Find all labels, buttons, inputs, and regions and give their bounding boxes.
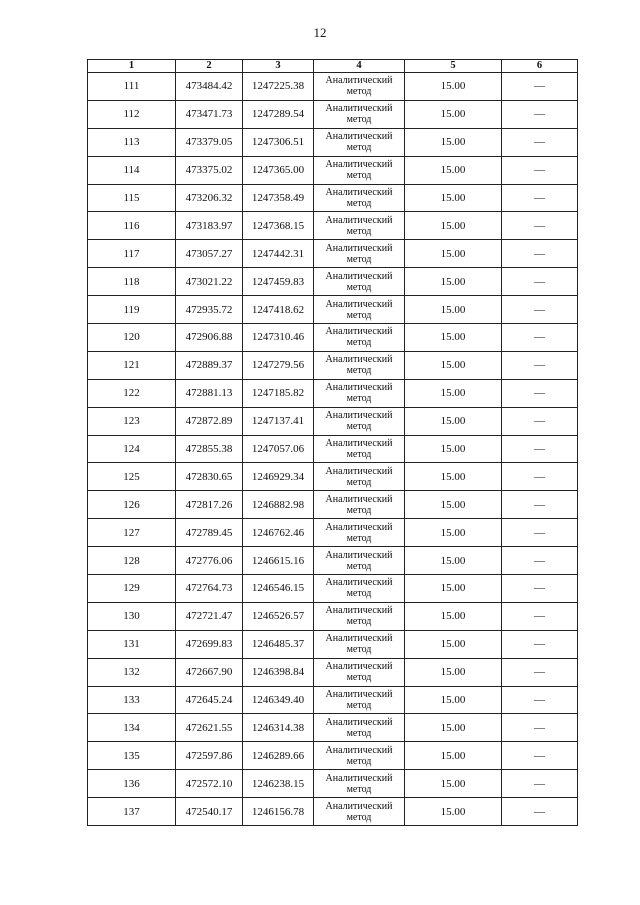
x-coordinate-cell: 472572.10: [176, 770, 243, 798]
x-coordinate-cell: 472830.65: [176, 463, 243, 491]
note-cell: —: [502, 630, 578, 658]
coordinates-table: [87, 59, 578, 826]
point-number-cell: 111: [88, 73, 176, 101]
table-row: [88, 435, 578, 463]
y-coordinate-cell: 1247057.06: [243, 435, 314, 463]
note-cell: —: [502, 714, 578, 742]
y-coordinate-cell: 1247310.46: [243, 324, 314, 352]
point-number-cell: 115: [88, 184, 176, 212]
method-cell: Аналитический метод: [314, 240, 405, 268]
accuracy-cell: 15.00: [405, 463, 502, 491]
method-cell: Аналитический метод: [314, 268, 405, 296]
accuracy-cell: 15.00: [405, 519, 502, 547]
table-row: [88, 491, 578, 519]
point-number-cell: 120: [88, 324, 176, 352]
note-cell: —: [502, 519, 578, 547]
method-cell: Аналитический метод: [314, 491, 405, 519]
y-coordinate-cell: 1246526.57: [243, 602, 314, 630]
point-number-cell: 137: [88, 798, 176, 826]
x-coordinate-cell: 473484.42: [176, 73, 243, 101]
table-row: [88, 351, 578, 379]
point-number-cell: 134: [88, 714, 176, 742]
x-coordinate-cell: 472776.06: [176, 547, 243, 575]
x-coordinate-cell: 472540.17: [176, 798, 243, 826]
y-coordinate-cell: 1246546.15: [243, 575, 314, 603]
y-coordinate-cell: 1247365.00: [243, 156, 314, 184]
point-number-cell: 128: [88, 547, 176, 575]
x-coordinate-cell: 472817.26: [176, 491, 243, 519]
y-coordinate-cell: 1247368.15: [243, 212, 314, 240]
point-number-cell: 113: [88, 128, 176, 156]
note-cell: —: [502, 407, 578, 435]
header-col-2: 2: [176, 60, 243, 73]
accuracy-cell: 15.00: [405, 602, 502, 630]
x-coordinate-cell: 473057.27: [176, 240, 243, 268]
note-cell: —: [502, 156, 578, 184]
point-number-cell: 131: [88, 630, 176, 658]
note-cell: —: [502, 324, 578, 352]
y-coordinate-cell: 1247459.83: [243, 268, 314, 296]
point-number-cell: 121: [88, 351, 176, 379]
method-cell: Аналитический метод: [314, 73, 405, 101]
table-row: [88, 268, 578, 296]
header-col-6: 6: [502, 60, 578, 73]
note-cell: —: [502, 100, 578, 128]
method-cell: Аналитический метод: [314, 463, 405, 491]
accuracy-cell: 15.00: [405, 324, 502, 352]
x-coordinate-cell: 473206.32: [176, 184, 243, 212]
note-cell: —: [502, 184, 578, 212]
point-number-cell: 116: [88, 212, 176, 240]
accuracy-cell: 15.00: [405, 212, 502, 240]
note-cell: —: [502, 73, 578, 101]
note-cell: —: [502, 798, 578, 826]
x-coordinate-cell: 472906.88: [176, 324, 243, 352]
x-coordinate-cell: 472855.38: [176, 435, 243, 463]
table-row: [88, 630, 578, 658]
point-number-cell: 132: [88, 658, 176, 686]
x-coordinate-cell: 472667.90: [176, 658, 243, 686]
x-coordinate-cell: 472645.24: [176, 686, 243, 714]
method-cell: Аналитический метод: [314, 296, 405, 324]
table-body: [88, 73, 578, 826]
x-coordinate-cell: 472935.72: [176, 296, 243, 324]
x-coordinate-cell: 472789.45: [176, 519, 243, 547]
method-cell: Аналитический метод: [314, 630, 405, 658]
accuracy-cell: 15.00: [405, 770, 502, 798]
table-row: [88, 128, 578, 156]
accuracy-cell: 15.00: [405, 630, 502, 658]
y-coordinate-cell: 1247279.56: [243, 351, 314, 379]
accuracy-cell: 15.00: [405, 296, 502, 324]
x-coordinate-cell: 472597.86: [176, 742, 243, 770]
table-row: [88, 184, 578, 212]
point-number-cell: 124: [88, 435, 176, 463]
point-number-cell: 130: [88, 602, 176, 630]
table-row: [88, 686, 578, 714]
note-cell: —: [502, 463, 578, 491]
header-col-3: 3: [243, 60, 314, 73]
table-row: [88, 575, 578, 603]
table-row: [88, 324, 578, 352]
note-cell: —: [502, 547, 578, 575]
accuracy-cell: 15.00: [405, 268, 502, 296]
note-cell: —: [502, 212, 578, 240]
accuracy-cell: 15.00: [405, 658, 502, 686]
accuracy-cell: 15.00: [405, 742, 502, 770]
table-row: [88, 658, 578, 686]
method-cell: Аналитический метод: [314, 742, 405, 770]
method-cell: Аналитический метод: [314, 575, 405, 603]
table-row: [88, 798, 578, 826]
note-cell: —: [502, 351, 578, 379]
y-coordinate-cell: 1246238.15: [243, 770, 314, 798]
method-cell: Аналитический метод: [314, 379, 405, 407]
y-coordinate-cell: 1247306.51: [243, 128, 314, 156]
table-row: [88, 407, 578, 435]
point-number-cell: 118: [88, 268, 176, 296]
note-cell: —: [502, 128, 578, 156]
method-cell: Аналитический метод: [314, 407, 405, 435]
y-coordinate-cell: 1246882.98: [243, 491, 314, 519]
point-number-cell: 117: [88, 240, 176, 268]
table-row: [88, 742, 578, 770]
method-cell: Аналитический метод: [314, 184, 405, 212]
table-row: [88, 547, 578, 575]
y-coordinate-cell: 1246398.84: [243, 658, 314, 686]
point-number-cell: 119: [88, 296, 176, 324]
y-coordinate-cell: 1247137.41: [243, 407, 314, 435]
accuracy-cell: 15.00: [405, 73, 502, 101]
y-coordinate-cell: 1246289.66: [243, 742, 314, 770]
method-cell: Аналитический метод: [314, 351, 405, 379]
note-cell: —: [502, 240, 578, 268]
point-number-cell: 136: [88, 770, 176, 798]
note-cell: —: [502, 435, 578, 463]
note-cell: —: [502, 296, 578, 324]
method-cell: Аналитический метод: [314, 324, 405, 352]
table-row: [88, 379, 578, 407]
table-row: [88, 240, 578, 268]
y-coordinate-cell: 1247289.54: [243, 100, 314, 128]
accuracy-cell: 15.00: [405, 128, 502, 156]
accuracy-cell: 15.00: [405, 575, 502, 603]
method-cell: Аналитический метод: [314, 435, 405, 463]
header-col-5: 5: [405, 60, 502, 73]
accuracy-cell: 15.00: [405, 435, 502, 463]
x-coordinate-cell: 473375.02: [176, 156, 243, 184]
y-coordinate-cell: 1246349.40: [243, 686, 314, 714]
y-coordinate-cell: 1247185.82: [243, 379, 314, 407]
table-row: [88, 296, 578, 324]
x-coordinate-cell: 473183.97: [176, 212, 243, 240]
note-cell: —: [502, 742, 578, 770]
y-coordinate-cell: 1246929.34: [243, 463, 314, 491]
method-cell: Аналитический метод: [314, 686, 405, 714]
table-row: [88, 156, 578, 184]
accuracy-cell: 15.00: [405, 686, 502, 714]
point-number-cell: 123: [88, 407, 176, 435]
y-coordinate-cell: 1246762.46: [243, 519, 314, 547]
method-cell: Аналитический метод: [314, 519, 405, 547]
note-cell: —: [502, 575, 578, 603]
method-cell: Аналитический метод: [314, 798, 405, 826]
y-coordinate-cell: 1246156.78: [243, 798, 314, 826]
x-coordinate-cell: 473379.05: [176, 128, 243, 156]
note-cell: —: [502, 686, 578, 714]
accuracy-cell: 15.00: [405, 240, 502, 268]
table-row: [88, 463, 578, 491]
table-row: [88, 714, 578, 742]
table-row: [88, 519, 578, 547]
accuracy-cell: 15.00: [405, 379, 502, 407]
method-cell: Аналитический метод: [314, 658, 405, 686]
point-number-cell: 129: [88, 575, 176, 603]
point-number-cell: 135: [88, 742, 176, 770]
point-number-cell: 133: [88, 686, 176, 714]
note-cell: —: [502, 491, 578, 519]
x-coordinate-cell: 472872.89: [176, 407, 243, 435]
table-row: [88, 770, 578, 798]
accuracy-cell: 15.00: [405, 100, 502, 128]
accuracy-cell: 15.00: [405, 714, 502, 742]
accuracy-cell: 15.00: [405, 547, 502, 575]
note-cell: —: [502, 268, 578, 296]
note-cell: —: [502, 658, 578, 686]
point-number-cell: 114: [88, 156, 176, 184]
y-coordinate-cell: 1246314.38: [243, 714, 314, 742]
method-cell: Аналитический метод: [314, 128, 405, 156]
table-row: [88, 602, 578, 630]
x-coordinate-cell: 472621.55: [176, 714, 243, 742]
method-cell: Аналитический метод: [314, 212, 405, 240]
point-number-cell: 122: [88, 379, 176, 407]
header-col-4: 4: [314, 60, 405, 73]
y-coordinate-cell: 1247442.31: [243, 240, 314, 268]
x-coordinate-cell: 473471.73: [176, 100, 243, 128]
point-number-cell: 125: [88, 463, 176, 491]
accuracy-cell: 15.00: [405, 351, 502, 379]
point-number-cell: 126: [88, 491, 176, 519]
y-coordinate-cell: 1247225.38: [243, 73, 314, 101]
point-number-cell: 127: [88, 519, 176, 547]
point-number-cell: 112: [88, 100, 176, 128]
accuracy-cell: 15.00: [405, 156, 502, 184]
table-row: [88, 212, 578, 240]
note-cell: —: [502, 379, 578, 407]
header-col-1: 1: [88, 60, 176, 73]
accuracy-cell: 15.00: [405, 184, 502, 212]
x-coordinate-cell: 472721.47: [176, 602, 243, 630]
method-cell: Аналитический метод: [314, 714, 405, 742]
note-cell: —: [502, 602, 578, 630]
accuracy-cell: 15.00: [405, 407, 502, 435]
y-coordinate-cell: 1247418.62: [243, 296, 314, 324]
x-coordinate-cell: 473021.22: [176, 268, 243, 296]
method-cell: Аналитический метод: [314, 156, 405, 184]
method-cell: Аналитический метод: [314, 770, 405, 798]
method-cell: Аналитический метод: [314, 547, 405, 575]
accuracy-cell: 15.00: [405, 491, 502, 519]
header-row: [88, 60, 578, 73]
method-cell: Аналитический метод: [314, 602, 405, 630]
y-coordinate-cell: 1247358.49: [243, 184, 314, 212]
x-coordinate-cell: 472889.37: [176, 351, 243, 379]
table-row: [88, 100, 578, 128]
method-cell: Аналитический метод: [314, 100, 405, 128]
x-coordinate-cell: 472881.13: [176, 379, 243, 407]
table-header: [88, 60, 578, 73]
note-cell: —: [502, 770, 578, 798]
x-coordinate-cell: 472699.83: [176, 630, 243, 658]
y-coordinate-cell: 1246615.16: [243, 547, 314, 575]
accuracy-cell: 15.00: [405, 798, 502, 826]
table-row: [88, 73, 578, 101]
x-coordinate-cell: 472764.73: [176, 575, 243, 603]
y-coordinate-cell: 1246485.37: [243, 630, 314, 658]
page-number: 12: [313, 25, 327, 40]
